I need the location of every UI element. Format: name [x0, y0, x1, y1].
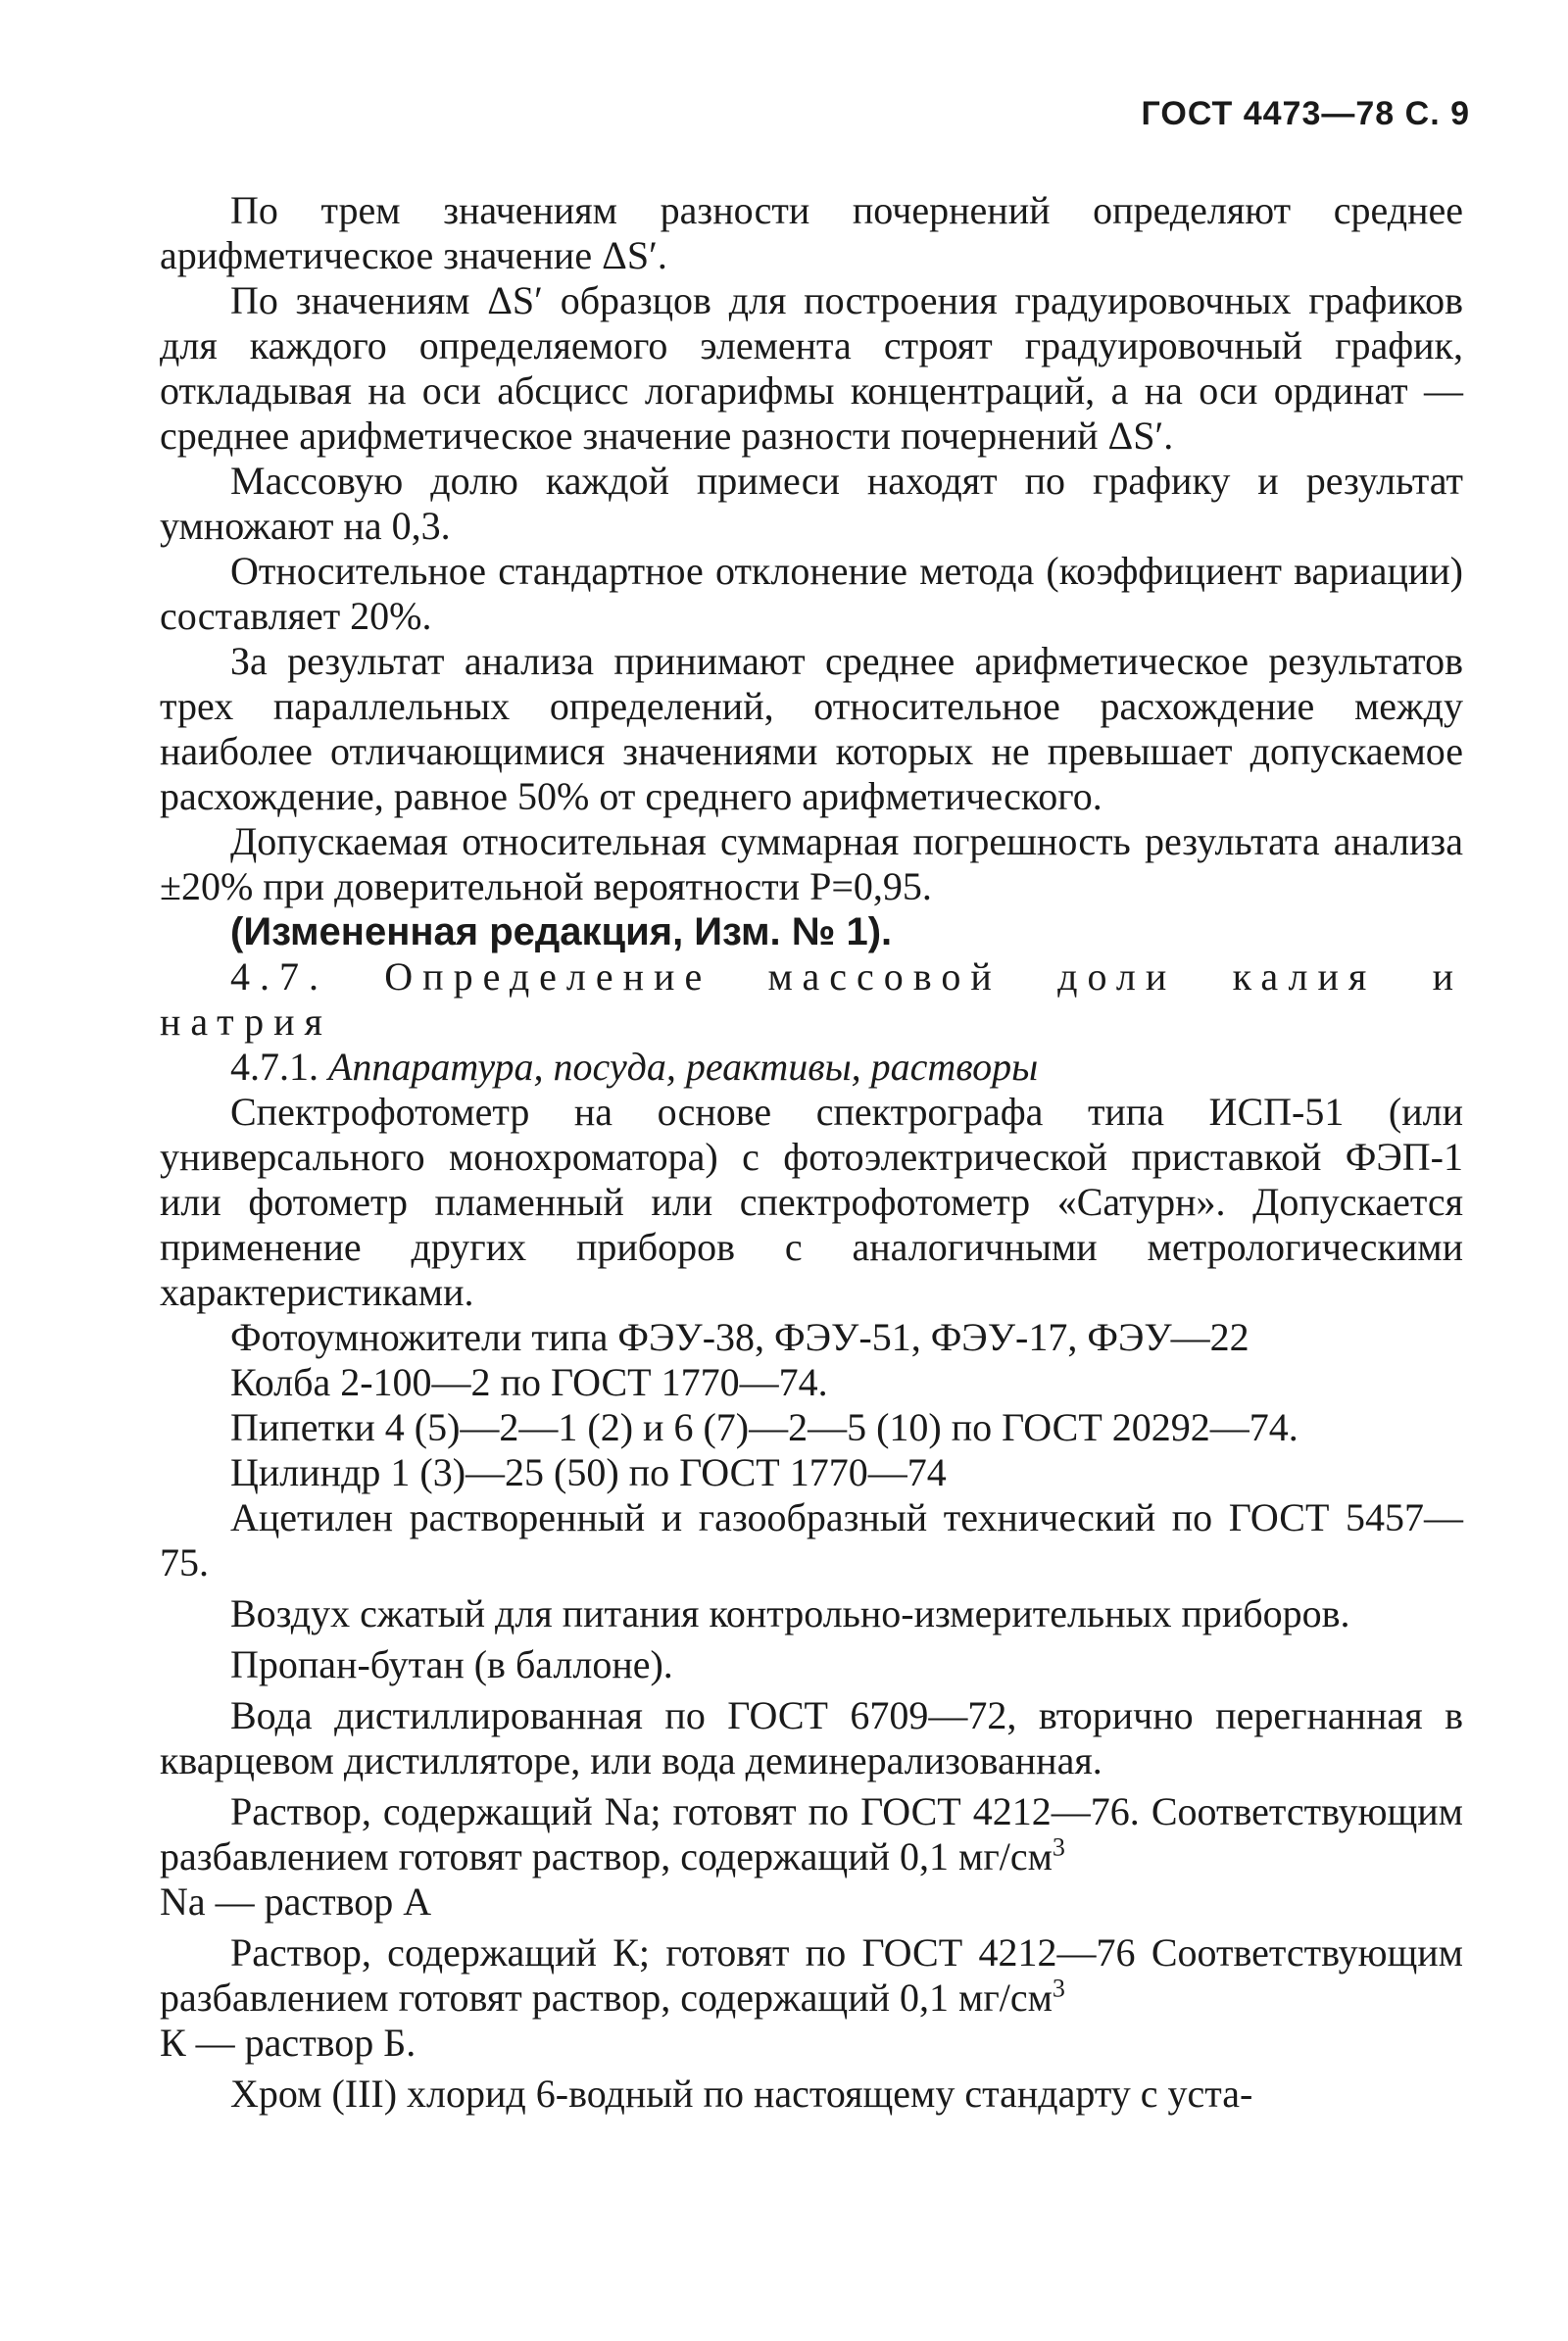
list-item: Спектрофотометр на основе спектрографа типа ИСП-51 (или универсального монохроматора) с фотоэлектрической приставкой ФЭП-1 или фотометр пламенный или спектрофотометр «Сатурн». Допускается применение других приборов с аналогичными метрологическими характеристиками. [160, 1090, 1463, 1314]
list-item: Хром (III) хлорид 6-водный по настоящему стандарту с уста- [230, 2072, 1253, 2116]
list-item: Вода дистиллированная по ГОСТ 6709—72, вторично перегнанная в кварцевом дистилляторе, или вода деминерализованная. [160, 1693, 1463, 1782]
list-item: К — раствор Б. [160, 2021, 416, 2065]
list-item: Пипетки 4 (5)—2—1 (2) и 6 (7)—2—5 (10) по ГОСТ 20292—74. [230, 1405, 1298, 1449]
page-header: ГОСТ 4473—78 С. 9 [1141, 95, 1470, 132]
list-item: Цилиндр 1 (3)—25 (50) по ГОСТ 1770—74 [230, 1450, 947, 1494]
amendment-note: (Измененная редакция, Изм. № 1). [230, 910, 893, 953]
list-item: Ацетилен растворенный и газообразный технический по ГОСТ 5457—75. [160, 1495, 1463, 1585]
paragraph: Допускаемая относительная суммарная погрешность результата анализа ±20% при доверительной вероятности P=0,95. [160, 819, 1463, 908]
paragraph: По трем значениям разности почернений определяют среднее арифметическое значение ΔS′. [160, 188, 1463, 277]
subsection-number: 4.7.1. [230, 1045, 318, 1089]
subsection-title: Аппаратура, посуда, реактивы, растворы [328, 1045, 1039, 1089]
list-item: Фотоумножители типа ФЭУ-38, ФЭУ-51, ФЭУ-17, ФЭУ—22 [230, 1315, 1250, 1359]
list-item: Na — раствор А [160, 1879, 432, 1924]
paragraph: Массовую долю каждой примеси находят по графику и результат умножают на 0,3. [160, 459, 1463, 548]
list-item-k-solution [160, 1930, 1463, 2021]
paragraph: За результат анализа принимают среднее арифметическое результатов трех параллельных определений, относительное расхождение между наиболее отличающимися значениями которых не превышает допускаемое расхождение, равное 50% от среднего арифметического. [160, 639, 1463, 818]
subsection-heading-4-7-1 [160, 1045, 1463, 1090]
paragraph: Относительное стандартное отклонение метода (коэффициент вариации) составляет 20%. [160, 549, 1463, 638]
na-solution-text: Раствор, содержащий Na; готовят по ГОСТ 4212—76. Соответствующим разбавлением готовят раствор, содержащий 0,1 мг/см [160, 1789, 1463, 1878]
list-item-na-solution [160, 1789, 1463, 1879]
superscript: 3 [1052, 1974, 1065, 2003]
list-item: Воздух сжатый для питания контрольно-измерительных приборов. [230, 1591, 1350, 1635]
section-heading-4-7: 4.7. Определение массовой доли калия и натрия [160, 954, 1463, 1044]
document-body [160, 188, 1463, 2117]
list-item: Пропан-бутан (в баллоне). [230, 1642, 673, 1686]
k-solution-text: Раствор, содержащий К; готовят по ГОСТ 4212—76 Соответствующим разбавлением готовят раствор, содержащий 0,1 мг/см [160, 1930, 1463, 2020]
superscript: 3 [1052, 1832, 1065, 1862]
list-item: Колба 2-100—2 по ГОСТ 1770—74. [230, 1360, 828, 1404]
paragraph: По значениям ΔS′ образцов для построения градуировочных графиков для каждого определяемого элемента строят градуировочный график, откладывая на оси абсцисс логарифмы концентраций, а на оси ординат — среднее арифметическое значение разности почернений ΔS′. [160, 278, 1463, 458]
